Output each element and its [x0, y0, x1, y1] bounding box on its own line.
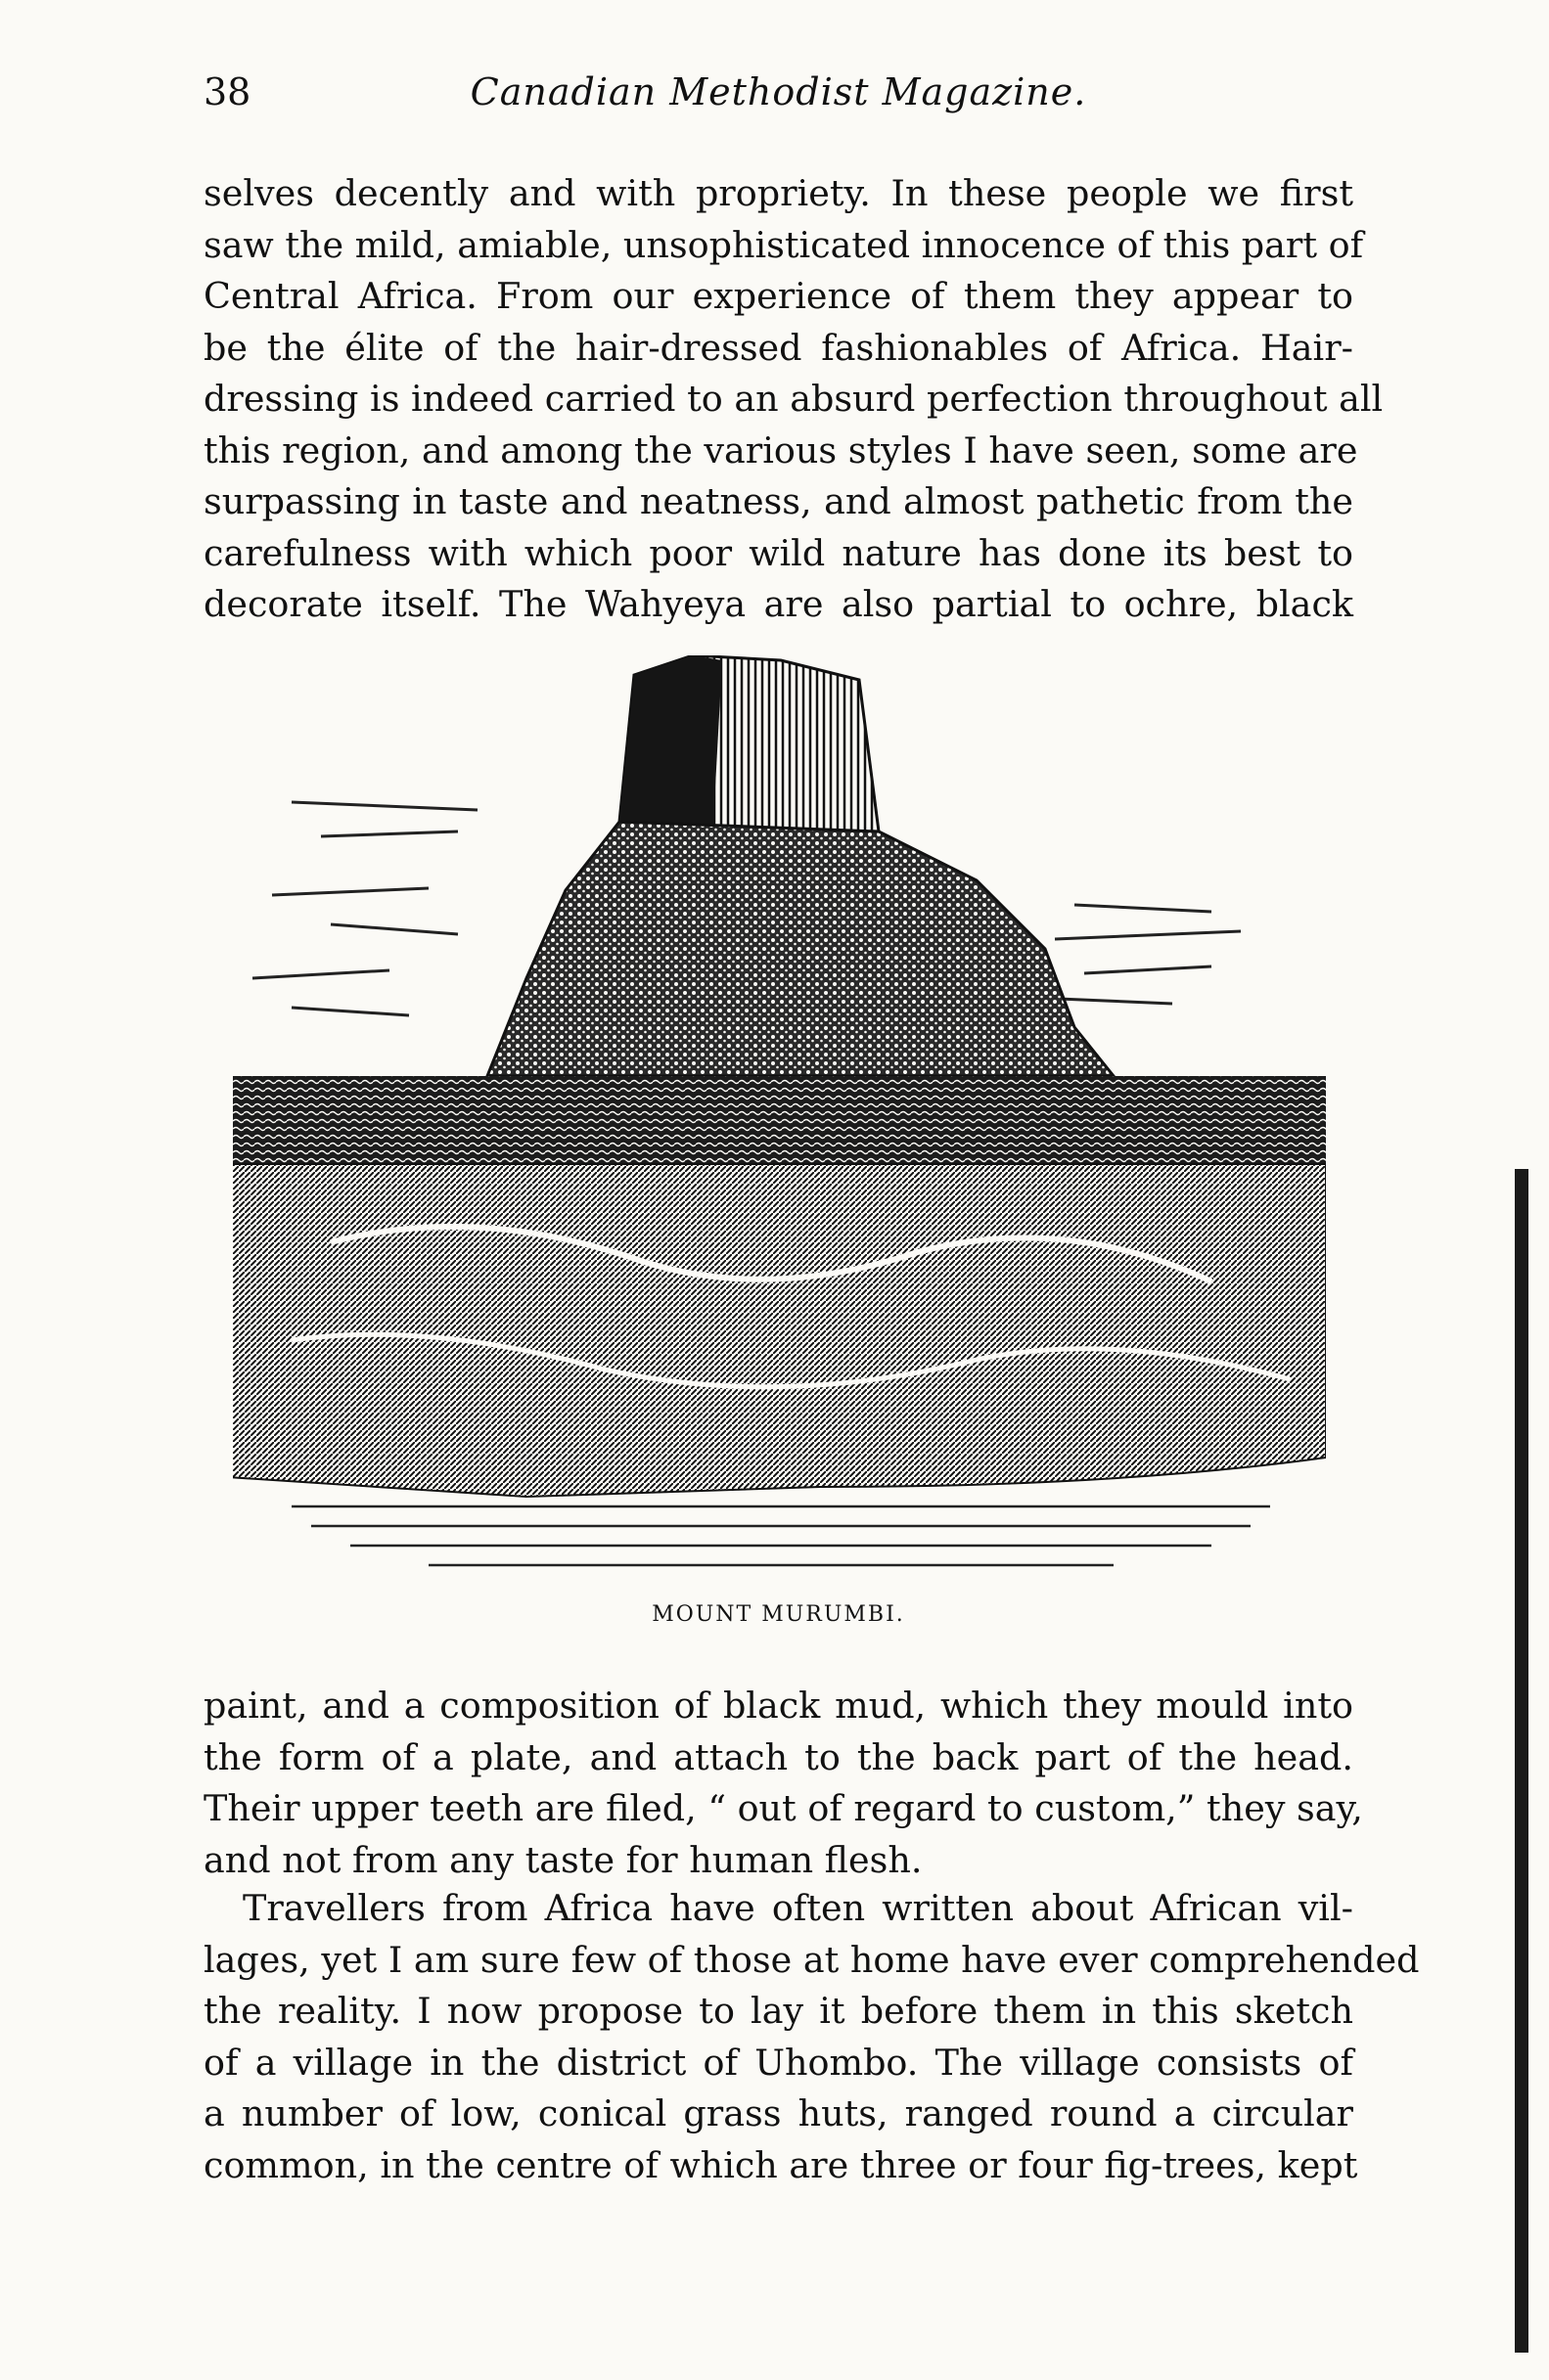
text-line: the form of a plate, and attach to the back part of the head. — [204, 1735, 1353, 1778]
text-line: be the élite of the hair-dressed fashionables of Africa. Hair- — [204, 326, 1353, 369]
text-line: a number of low, conical grass huts, ranged round a circular — [204, 2092, 1353, 2134]
paragraph-2 — [204, 1681, 1363, 1886]
text-line: carefulness with which poor wild nature has done its best to — [204, 531, 1353, 574]
running-title: Canadian Methodist Magazine. — [470, 70, 1087, 113]
text-line: surpassing in taste and neatness, and almost pathetic from the — [204, 480, 1353, 522]
text-line: selves decently and with propriety. In these people we first — [204, 172, 1353, 214]
text-line: Central Africa. From our experience of them they appear to — [204, 275, 1353, 317]
text-line: and not from any taste for human flesh. — [204, 1838, 923, 1881]
paragraph-1 — [204, 168, 1384, 631]
text-line: this region, and among the various styles I have seen, some are — [204, 428, 1358, 472]
text-line: Their upper teeth are filed, “ out of regard to custom,” they say, — [204, 1787, 1363, 1829]
foreground-rocks — [233, 1164, 1326, 1497]
ground-lines — [292, 1506, 1270, 1565]
forest-band — [233, 1076, 1326, 1164]
mount-murumbi-engraving — [233, 655, 1326, 1594]
text-line: decorate itself. The Wahyeya are also partial to ochre, black — [204, 583, 1353, 625]
text-line: the reality. I now propose to lay it before them in this sketch — [204, 1990, 1353, 2032]
paragraph-3 — [204, 1883, 1420, 2191]
binding-edge — [1515, 1169, 1528, 2353]
text-line: of a village in the district of Uhombo. The village consists of — [204, 2041, 1353, 2084]
text-line: paint, and a composition of black mud, which they mould into — [204, 1684, 1353, 1727]
text-line: common, in the centre of which are three or four fig-trees, kept — [204, 2143, 1358, 2186]
text-line: lages, yet I am sure few of those at home have ever comprehended — [204, 1938, 1420, 1981]
page-header — [204, 70, 1353, 129]
text-line: dressing is indeed carried to an absurd perfection throughout all — [204, 378, 1384, 420]
wooded-hill — [487, 822, 1114, 1076]
text-line: Travellers from Africa have often written about African vil- — [243, 1887, 1353, 1929]
text-line: saw the mild, amiable, unsophisticated innocence of this part of — [204, 223, 1364, 266]
page-number: 38 — [204, 70, 251, 113]
figure-caption: MOUNT MURUMBI. — [652, 1602, 905, 1627]
